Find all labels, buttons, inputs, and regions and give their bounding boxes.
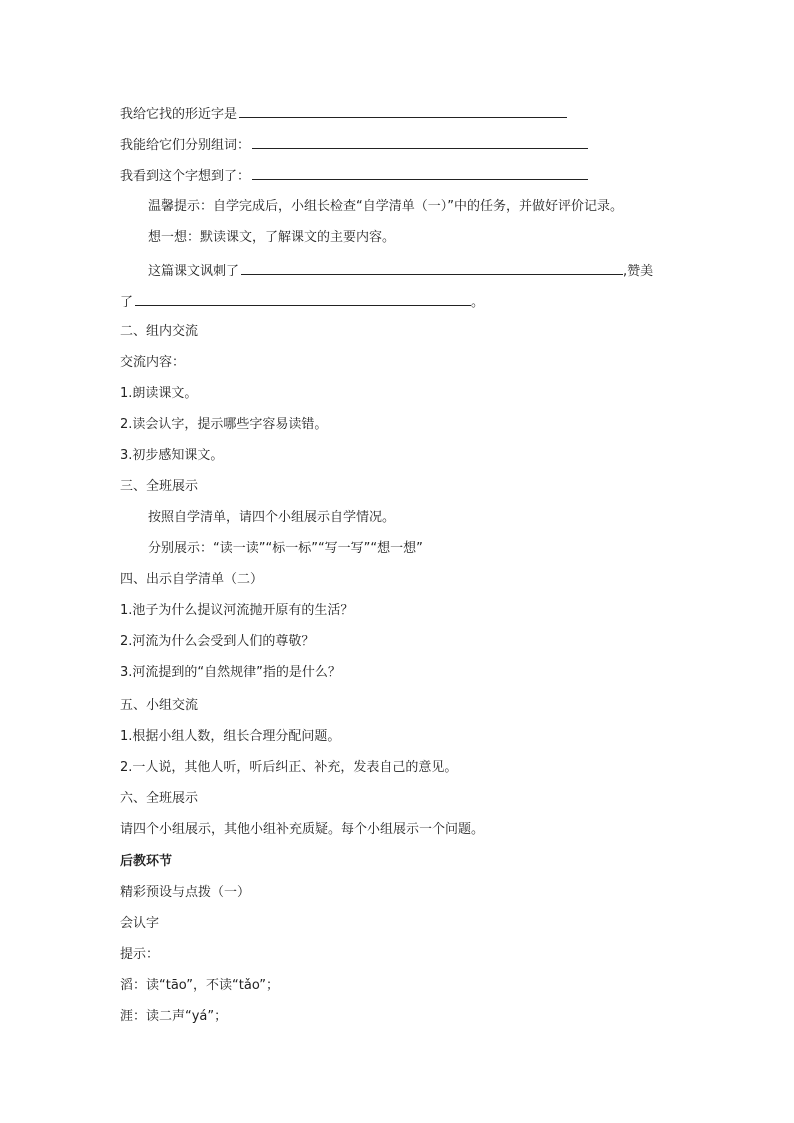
preset-heading: 精彩预设与点拨（一） [120,885,251,900]
thought-blank[interactable] [252,166,588,180]
praise-line [120,292,484,312]
form-line-similar-char [120,104,567,124]
words-label: 我能给它们分别组词： [120,138,251,153]
similar-char-blank[interactable] [239,104,567,118]
hint-ya: 涯：读二声“yá”； [120,1009,228,1024]
section-3-text-2: 分别展示：“读一读”“标一标”“写一写”“想一想” [148,541,423,556]
section-2-text: 交流内容： [120,355,186,370]
praise-prefix: 了 [120,295,134,310]
hint-label: 提示： [120,947,160,962]
form-line-words [120,135,588,155]
recognize-chars: 会认字 [120,916,160,931]
tip-line: 温馨提示：自学完成后，小组长检查“自学清单（一）”中的任务，并做好评价记录。 [148,199,623,214]
section-6-text: 请四个小组展示，其他小组补充质疑。每个小组展示一个问题。 [120,822,485,837]
section-4-item-3: 3.河流提到的“自然规律”指的是什么？ [120,665,341,680]
section-5-item-1: 1.根据小组人数，组长合理分配问题。 [120,729,341,744]
satire-blank[interactable] [241,261,623,275]
section-heading-3: 三、全班展示 [120,479,199,494]
section-2-item-2: 2.读会认字，提示哪些字容易读错。 [120,417,328,432]
think-line: 想一想：默读课文，了解课文的主要内容。 [148,230,396,245]
section-3-text-1: 按照自学清单，请四个小组展示自学情况。 [148,510,396,525]
section-2-item-3: 3.初步感知课文。 [120,448,224,463]
praise-end: 。 [471,295,485,310]
form-line-thought [120,166,588,186]
section-heading-2: 二、组内交流 [120,324,199,339]
words-blank[interactable] [252,135,588,149]
section-4-item-1: 1.池子为什么提议河流抛开原有的生活？ [120,603,354,618]
section-heading-6: 六、全班展示 [120,791,199,806]
satire-line [148,261,653,281]
section-heading-4: 四、出示自学清单（二） [120,572,264,587]
similar-char-label: 我给它找的形近字是 [120,107,238,122]
praise-label: ,赞美 [623,264,654,279]
section-heading-5: 五、小组交流 [120,698,199,713]
thought-label: 我看到这个字想到了： [120,169,251,184]
heading-post-teaching: 后教环节 [120,854,173,869]
satire-label: 这篇课文讽刺了 [148,264,240,279]
section-4-item-2: 2.河流为什么会受到人们的尊敬？ [120,634,315,649]
section-2-item-1: 1.朗读课文。 [120,386,198,401]
section-5-item-2: 2.一人说，其他人听，听后纠正、补充，发表自己的意见。 [120,760,458,775]
praise-blank[interactable] [135,292,471,306]
hint-tao: 滔：读“tāo”，不读“tǎo”； [120,978,280,993]
